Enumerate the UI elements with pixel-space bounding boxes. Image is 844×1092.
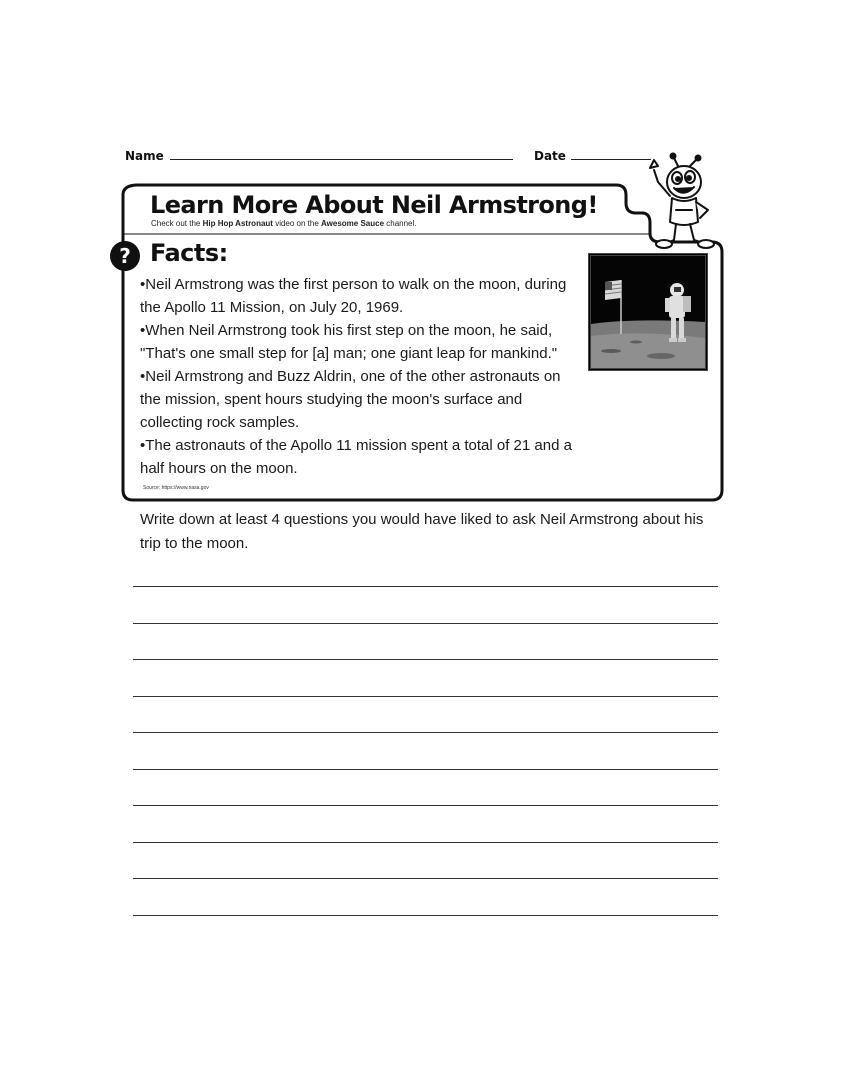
subtitle-suffix: channel. [384, 219, 417, 228]
answer-line[interactable] [133, 623, 718, 624]
question-mark-icon: ? [110, 241, 140, 271]
moon-landing-photo [588, 253, 708, 371]
answer-line[interactable] [133, 915, 718, 916]
facts-list [140, 273, 578, 480]
channel-name: Awesome Sauce [321, 219, 385, 228]
date-label: Date [534, 149, 566, 163]
facts-heading: Facts: [150, 239, 228, 267]
answer-line[interactable] [133, 659, 718, 660]
fact-item: • Neil Armstrong was the first person to walk on the moon, during the Apollo 11 Mission, on July 20, 1969. [140, 273, 578, 319]
answer-line[interactable] [133, 769, 718, 770]
answer-line[interactable] [133, 696, 718, 697]
answer-line[interactable] [133, 878, 718, 879]
fact-item: • The astronauts of the Apollo 11 mission spent a total of 21 and a half hours on the moon. [140, 434, 578, 480]
name-label: Name [125, 149, 164, 163]
subtitle-middle: video on the [272, 219, 322, 228]
answer-line[interactable] [133, 805, 718, 806]
answer-line[interactable] [133, 586, 718, 587]
fact-item: • When Neil Armstrong took his first step on the moon, he said, "That's one small step for [a] man; one giant leap for mankind." [140, 319, 578, 365]
answer-line[interactable] [133, 842, 718, 843]
fact-item: • Neil Armstrong and Buzz Aldrin, one of the other astronauts on the mission, spent hours studying the moon's surface and collecting rock samples. [140, 365, 578, 434]
source-citation: Source: https://www.nasa.gov [143, 485, 209, 491]
answer-line[interactable] [133, 732, 718, 733]
worksheet-title: Learn More About Neil Armstrong! [150, 191, 598, 219]
video-name: Hip Hop Astronaut [202, 219, 273, 228]
activity-prompt: Write down at least 4 questions you would have liked to ask Neil Armstrong about his trip to the moon. [140, 511, 704, 552]
worksheet-subtitle [151, 219, 416, 228]
mascot-illustration [640, 152, 720, 252]
subtitle-prefix: Check out the [151, 219, 203, 228]
